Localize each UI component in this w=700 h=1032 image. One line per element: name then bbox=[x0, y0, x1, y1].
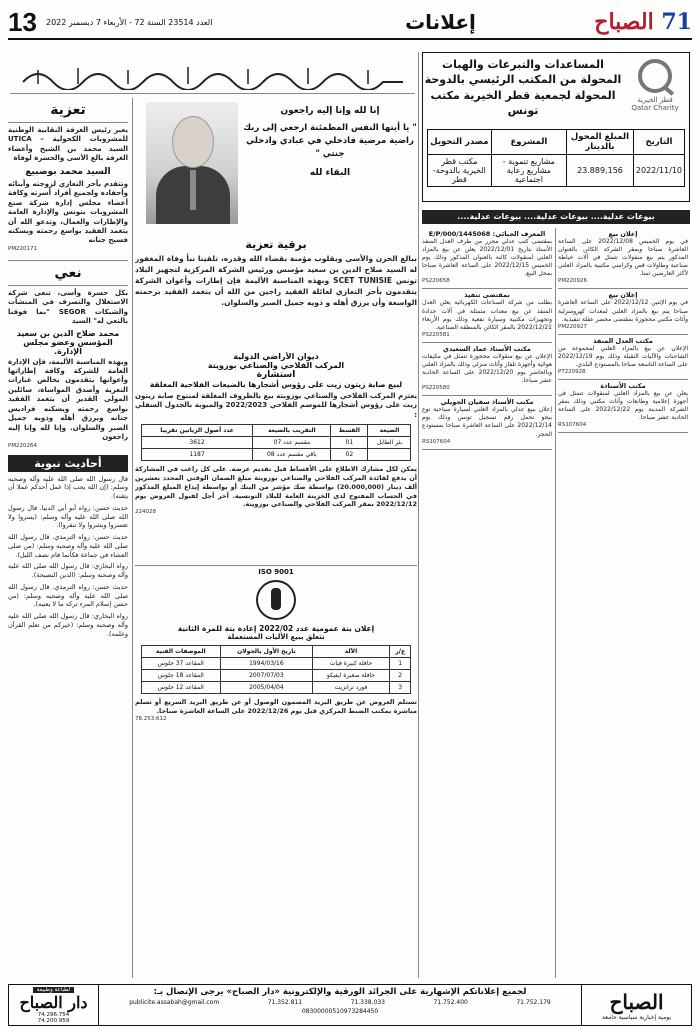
condolence-ad bbox=[135, 98, 417, 246]
section-title: إعلانات bbox=[405, 10, 476, 34]
footer-contact bbox=[99, 985, 581, 1025]
office-title-1: ديوان الأراضي الدولية bbox=[233, 352, 319, 361]
tazia-ref: PM220171 bbox=[8, 245, 38, 252]
tazia-title: تعزية bbox=[8, 98, 128, 123]
ad-heading: إعلان بيع bbox=[608, 230, 638, 238]
ads-column-right bbox=[558, 228, 688, 978]
footer-headline: لجميع إعلاناتكم الإشهارية على الجرائد الورقية والإلكترونية «دار الصباح» يرجى الإتصال بـ: bbox=[153, 987, 527, 997]
ad-ref: PM220926 bbox=[558, 278, 588, 285]
dar-assabah-logo-icon bbox=[9, 985, 99, 1025]
table-cell: باقي مقسم عدد 08 bbox=[253, 449, 331, 461]
table-row bbox=[428, 155, 685, 187]
table-row bbox=[141, 670, 411, 682]
condolence-baqa: البقاء لله bbox=[309, 168, 351, 179]
nai-title: نعي bbox=[8, 260, 128, 286]
nai-rest: وبهذه المناسبة الأليمة، فإن الإدارة العامة للشركة وكافة إطاراتها وأعوانها يتقدمون بخالص عبارات التعزية وأصدق المواساة، سائلين المولى القدير أن يتغمد الفقيد بواسع رحمته ويسكنه فراديس جنانه ويرزق أهله وذويه جميل الصبر والسلوان. وإنا لله وإنا إليه راجعون bbox=[8, 357, 128, 442]
table-cell: 2005/04/04 bbox=[220, 682, 312, 694]
list-item bbox=[422, 396, 552, 449]
table-row bbox=[141, 658, 411, 670]
qatar-charity-logo-icon bbox=[627, 59, 683, 123]
hadith-item: حديث حسن: رواه الترمذي. قال رسول الله صلى الله عليه وآله وصحبه وسلم: (من صلى العشاء في جماعة فكأنما قام نصف الليل). bbox=[8, 533, 128, 559]
table-header: التاريخ bbox=[633, 130, 684, 155]
phone-number: 71.352.811 bbox=[267, 999, 303, 1006]
ad-body: يعلن عن بيع بالمزاد العلني لمنقولات تتمثل في أجهزة إعلامية وطابعات وأثاث مكتبي وذلك بمقر الشركة المدينة يوم 2022/12/22 على الساعة الحادية عشر صباحا. bbox=[558, 390, 688, 422]
masthead-logo-text: الصباح bbox=[594, 9, 654, 35]
list-item bbox=[558, 289, 688, 334]
nai-name: محمد صلاح الدين بن سعيد المؤسس وعضو مجلس الإدارة. bbox=[16, 328, 120, 356]
hadith-item: رواه البخاري: قال رسول الله صلى الله عليه وآله وصحبه وسلم: (الدين النصيحة). bbox=[8, 562, 128, 580]
page-header bbox=[8, 6, 692, 40]
table-header: مصدر التحويل bbox=[428, 130, 492, 155]
ad-heading: بمقتضى تنفيذ bbox=[464, 291, 510, 300]
calligraphy-banner-icon bbox=[10, 58, 415, 94]
hadith-item: حديث حسن: رواه الترمذي. قال رسول الله صلى الله عليه وآله وصحبه وسلم: (من حسن إسلام المرء تركه ما لا يعنيه). bbox=[8, 582, 128, 609]
ad-body: الإعلان عن بيع بالمزاد العلني لمجموعة من الشاحنات والآليات الثقيلة وذلك يوم 2022/12/19 على الساعة التاسعة صباحا بالمستودع البلدي. bbox=[558, 344, 688, 368]
table-cell: 3612 bbox=[141, 437, 253, 449]
section-divider bbox=[135, 565, 417, 566]
table-header: الضيعة bbox=[368, 425, 411, 437]
list-item bbox=[422, 343, 552, 396]
table-cell: فورد ترانزيت bbox=[312, 682, 389, 694]
table-cell: 1187 bbox=[141, 449, 253, 461]
phone-number[interactable]: publicite.assabah@gmail.com bbox=[129, 999, 220, 1006]
table-cell: حافلة كبيرة فيات bbox=[312, 658, 389, 670]
table-header: المشروع bbox=[491, 130, 566, 155]
ad-heading: المعرف الجبائي: 1445068/E/P/000 bbox=[428, 230, 546, 238]
table-row bbox=[141, 449, 411, 461]
table-cell: 1 bbox=[390, 658, 411, 670]
table-header: التقريب بالضيعة bbox=[253, 425, 331, 437]
tender-ref: 78.253.612 bbox=[135, 715, 167, 722]
ad-body: بطلب من شركة الصناعات الكهربائية يعلن العدل المنفذ عن بيع معدات متمثلة في آلات حدادة وتجهيزات مكتبية وسيارة نفعية وذلك يوم الأربعاء 2022/12/21 بالمقر الكائن بالمنطقة الصناعية. bbox=[422, 299, 552, 331]
ad-body: في يوم الإثنين 2022/12/12 على الساعة العاشرة صباحا يتم بيع بالمزاد العلني لمعدات كهرومنزلية وأثاث مكتبي محجوزة بمقتضى محضر عقلة تنفيذية. bbox=[558, 299, 688, 323]
tazia-rest: وتتقدم بأحر التعازي لزوجته وأبنائه وأحفاده ولجميع أفراد أسرته وكافة أعضاء مجلس إدارة شركة صنع المشروبات بتونس والإدارة العامة والإطارات والعمال، وتدعو الله أن يتغمد الفقيد بواسع رحمته ويسكنه فسيح جنانه bbox=[8, 179, 128, 245]
footer-advert bbox=[8, 984, 692, 1026]
tender-subtitle: تتعلق ببيع الأليات المستعملة bbox=[227, 633, 325, 641]
table-cell: المقاعد 18 جلوس bbox=[141, 670, 220, 682]
list-item bbox=[558, 380, 688, 433]
condolence-verse: " يا أيتها النفس المطمئنة ارجعي إلى ربك راضية مرضية فادخلي في عبادي وادخلي جنتي " bbox=[243, 123, 417, 159]
footer-logo: الصباح bbox=[609, 989, 664, 1014]
office-title-2: المركب الفلاحي والصناعي بوزويتة bbox=[207, 361, 345, 370]
dar-tel: 74.296.754 bbox=[37, 1011, 70, 1018]
table-cell: 2022/11/10 bbox=[633, 155, 684, 187]
ad-body: إعلان ببيع عدلي بالمزاد العلني لسيارة سياحية نوع بيجو تحمل رقم تسجيل تونس وذلك يوم 2022/12/14 على الساعة العاشرة صباحا بمستودع الحجز. bbox=[422, 406, 552, 438]
tazia-body: يعبر رئيس الغرفة النقابية الوطنية للمشروبات الكحولية – UTICA السيد محمد بن الشيخ وأعضاء الغرفة بالغ الأسى والحسرة لوفاة bbox=[8, 126, 128, 163]
table-row bbox=[141, 437, 411, 449]
table-cell: 3 bbox=[390, 682, 411, 694]
table-header: المبلغ المحول بالدينار bbox=[567, 130, 634, 155]
table-cell: المقاعد 37 جلوس bbox=[141, 658, 220, 670]
assabah-logo-icon bbox=[581, 985, 691, 1025]
nai-ref: PM220264 bbox=[8, 442, 38, 449]
qatar-charity-ad bbox=[422, 52, 690, 202]
table-cell: المقاعد 12 جلوس bbox=[141, 682, 220, 694]
table-cell: 2 bbox=[390, 670, 411, 682]
ad-heading: مكتب الأستاذ سفيان الجويلي bbox=[440, 398, 534, 407]
ad-ref: PS220658 bbox=[422, 278, 450, 285]
office-title-4: لبيع صابة زيتون زيت على رؤوس أشجارها بالضيعات الفلاحية المغلقة bbox=[149, 380, 403, 389]
table-cell: 23.889,156 bbox=[567, 155, 634, 187]
dar-logo: دار الصباح bbox=[19, 992, 88, 1012]
ad-body: بمقتضى كتب عدلي محرر من طرف العدل المنفذ الأستاذ بتاريخ 2022/12/01 يعلن عن بيع بالمزاد العلني لمنقولات كائنة بالعنوان المذكور وذلك يوم الخميس 2022/12/15 على الساعة العاشرة صباحا بمحل البيع. bbox=[422, 238, 552, 278]
table-cell: 1994/03/16 bbox=[220, 658, 312, 670]
page-number: 13 bbox=[8, 6, 37, 37]
tazia-name: السيد محمد بوصبيع bbox=[25, 166, 111, 177]
table-cell: 02 bbox=[331, 449, 368, 461]
ad-ref: PT220928 bbox=[558, 369, 586, 376]
ad-heading: مكتب العدل المنفذ bbox=[593, 336, 653, 345]
column-divider bbox=[418, 52, 419, 978]
table-cell: مقسم عدد 07 bbox=[253, 437, 331, 449]
office-intro: يعتزم المركب الفلاحي والصناعي بوزويتة بيع بالظروف المغلقة لمنتوج صابة زيتون زيت على رؤوس أشجارها للموسم الفلاحي 2022/2023 والمبوبة بالجدول السفلي : bbox=[135, 392, 417, 419]
office-body: يمكن لكل مشارك الاطلاع على الأقساط قبل تقديم عرضه. على كل راغب في المشاركة أن يدفع لفائدة المركب الفلاحي والصناعي بوزويتة مبلغ الضمان الوقتي المحدد بعشرين ألف دينار (20.000,000) بواسطة صك مؤشر من البنك أو بواسطة إيداع المبلغ المذكور في الحساب المفتوح لدى الخزينة العامة للبلاد التونسية. آخر أجل لقبول العروض يوم 2022/12/12 بمقر المركب الفلاحي والصناعي بوزويتة. bbox=[135, 465, 417, 509]
nai-body: بكل حسرة وأسى، تنعى شركة الاستغلال والتصرف في المنشآت والشبكات SEGOR "بما فوقنا بالنعي له" السيد bbox=[8, 288, 128, 326]
phone-number: 71.752.179 bbox=[516, 999, 551, 1006]
qatar-table bbox=[427, 129, 685, 187]
masthead-logo bbox=[572, 9, 692, 35]
table-header: عدد أصول الزياتين تقريبا bbox=[141, 425, 253, 437]
phone-number: 71.338.033 bbox=[350, 999, 385, 1006]
list-item bbox=[422, 289, 552, 342]
ad-heading: إعلان بيع bbox=[608, 291, 638, 300]
table-cell bbox=[368, 449, 411, 461]
table-cell: مكتب قطر الخيرية بالدوحة-قطر bbox=[428, 155, 492, 187]
ad-ref: PM220927 bbox=[558, 323, 588, 330]
tender-tail: تستلم العروض عن طريق البريد المضمون الوصول أو عن طريق البريد السريع أو تسلم مباشرة بمكتب الضبط المركزي قبل يوم 2022/12/26 على الساعة العاشرة صباحا. bbox=[135, 698, 417, 715]
olive-table bbox=[141, 424, 412, 461]
office-ref: 224028 bbox=[135, 509, 156, 516]
calligraphy-icon bbox=[18, 62, 408, 90]
table-cell: 01 bbox=[331, 437, 368, 449]
footer-logo-sub: يومية إخبارية سياسية جامعة bbox=[601, 1013, 672, 1021]
issue-info: العدد 23514 السنة 72 - الأربعاء 7 ديسمبر 2022 bbox=[46, 17, 213, 27]
qatar-logo-name: قطر الخيرية Qatar Charity bbox=[631, 96, 679, 112]
table-cell: مشاريع تنموية - مشاريع رعاية اجتماعية bbox=[491, 155, 566, 187]
ad-ref: RS107604 bbox=[558, 422, 587, 429]
dar-tel: 74.200.959 bbox=[37, 1017, 70, 1024]
olive-sale-ad bbox=[135, 352, 417, 562]
iso-label: ISO 9001 bbox=[258, 568, 294, 576]
rib-number: 08300000510973284450 bbox=[301, 1008, 379, 1015]
phone-number: 71.752.400 bbox=[433, 999, 468, 1006]
machinery-table bbox=[141, 645, 412, 694]
ads-column-left bbox=[422, 228, 552, 978]
masthead-year: 71 bbox=[661, 9, 692, 35]
footer-phones bbox=[105, 999, 575, 1006]
ad-heading: مكتب الأستاذ عماد السعيدي bbox=[443, 344, 531, 353]
table-header: ع/ر bbox=[390, 646, 411, 658]
column-divider bbox=[555, 228, 556, 978]
table-cell: حافلة صغيرة ايفيكو bbox=[312, 670, 389, 682]
footer-rib-row bbox=[105, 1008, 575, 1015]
ad-body: في يوم الخميس 2022/12/08 على الساعة العاشرة صباحا وبمقر الشركة الكائن بالعنوان المذكور يتم بيع منقولات تتمثل في آلات خياطة صناعية وطاولات قص وكراسي مكتبية بالمزاد العلني لأكثر العارضين ثمنا. bbox=[558, 238, 688, 278]
office-title-3: استشارة bbox=[256, 370, 296, 380]
ad-ref: PS220581 bbox=[422, 331, 450, 338]
tender-title: إعلان بتة عمومية عدد 2022/02 إعادة بتة للمرة الثانية bbox=[177, 624, 375, 633]
table-row bbox=[141, 682, 411, 694]
column-divider bbox=[132, 98, 133, 978]
table-header: تاريخ الأول بالجولان bbox=[220, 646, 312, 658]
ads-banner: بيوعات عدلية.... بيوعات عدلية.... بيوعات عدلية.... bbox=[422, 210, 690, 224]
ad-ref: RS107604 bbox=[422, 438, 451, 445]
table-cell: 2007/07/03 bbox=[220, 670, 312, 682]
qatar-title: المساعدات والتبرعات والهبات المحولة من المكتب الرئيسي بالدوحة المحولة لجمعية قطر الخيرية مكتب تونس bbox=[424, 58, 622, 118]
agency-emblem-icon bbox=[256, 580, 296, 620]
condolence-telegram-title: برقية تعزية bbox=[245, 238, 307, 251]
table-header: الآلة bbox=[312, 646, 389, 658]
hadith-title: أحاديث نبوية bbox=[8, 455, 128, 472]
list-item bbox=[558, 335, 688, 380]
list-item bbox=[558, 228, 688, 289]
table-header: الموصفات الفنية bbox=[141, 646, 220, 658]
table-cell: بئر الطابل bbox=[368, 437, 411, 449]
hadith-item: قال رسول الله صلى الله عليه وآله وصحبه وسلم: (إن الله يحب إذا عمل أحدكم عملا أن يتقنه). bbox=[8, 474, 128, 501]
list-item bbox=[422, 228, 552, 289]
table-header: القسط bbox=[331, 425, 368, 437]
dar-top-label: لطباعة وطبيعة bbox=[33, 987, 74, 993]
ad-heading: مكتب الأستاذة bbox=[600, 382, 646, 391]
ad-body: الإعلان عن بيع منقولات محجوزة تتمثل في مكيفات هوائية وأجهزة تلفاز وأثاث منزلي وذلك بالمزاد العلني وبالحاضر يوم 2022/12/20 على الساعة الحادية عشر صباحا. bbox=[422, 352, 552, 385]
hadith-item: رواه البخاري: قال رسول الله صلى الله عليه وآله وصحبه وسلم: (خيركم من تعلم القرآن وعلمه). bbox=[8, 612, 128, 638]
hadith-item: حديث حسن: رواه أبو أبي الدنيا. قال رسول الله صلى الله عليه وآله وسلم: (يسروا ولا تعسروا وبشروا ولا تنفروا). bbox=[8, 503, 128, 530]
condolence-body-block bbox=[135, 238, 417, 350]
side-column-left bbox=[8, 98, 128, 978]
condolence-body: ببالغ الحزن والأسى وبقلوب مؤمنة بقضاء الله وقدره، تلقينا نبأ وفاة المغفور له السيد صلاح الدين بن سعيد مؤسس ورئيس الشركة المركزية لتجهيز البلاد تونس SCET TUNISIE وبهذه المناسبة الأليمة فإن إطارات وأعوان الشركة يتقدمون بأحر التعازي لعائلة الفقيد راجين من الله أن يتغمد الفقيد برحمته الواسعة وأن يرزق أهله و ذويه جميل الصبر والسلوان. bbox=[135, 254, 417, 307]
ad-ref: PS220580 bbox=[422, 385, 450, 392]
machinery-tender-ad bbox=[135, 568, 417, 978]
condolence-quote: إنا لله وإنا إليه راجعون bbox=[280, 106, 380, 116]
